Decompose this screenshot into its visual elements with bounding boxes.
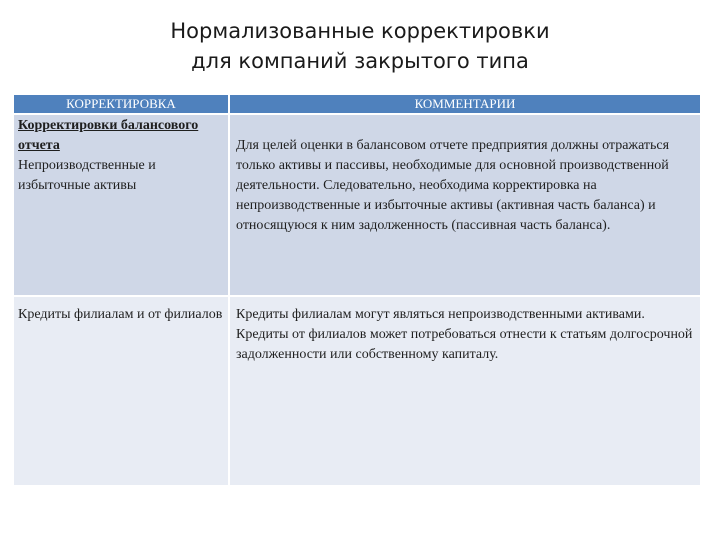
table-row: [14, 297, 700, 485]
slide-title: [0, 16, 720, 76]
comment-cell: Кредиты филиалам могут являться непроизводственными активами. Кредиты от филиалов может потребоваться отнести к статьям долгосрочной задолженности или собственному капиталу.: [228, 297, 700, 485]
comment-cell: Для целей оценки в балансовом отчете предприятия должны отражаться только активы и пассивы, необходимые для основной производственной деятельности. Следовательно, необходима корректировка на непроизводственные и избыточные активы (активная часть баланса) и относящуюся к ним задолженность (пассивная часть баланса).: [228, 115, 700, 295]
adjustments-table: [14, 95, 700, 485]
adjustment-cell: Кредиты филиалам и от филиалов: [14, 297, 228, 485]
adjustment-text: Непроизводственные и избыточные активы: [18, 158, 156, 193]
slide-title-line-2: для компаний закрытого типа: [191, 49, 529, 73]
table-header-row: [14, 95, 700, 113]
adjustment-cell: [14, 115, 228, 295]
header-adjustment: КОРРЕКТИРОВКА: [14, 95, 228, 113]
slide-title-line-1: Нормализованные корректировки: [170, 19, 550, 43]
header-comments: КОММЕНТАРИИ: [228, 95, 700, 113]
table-row: [14, 115, 700, 295]
adjustment-category-label: Корректировки балансового отчета: [18, 118, 199, 153]
